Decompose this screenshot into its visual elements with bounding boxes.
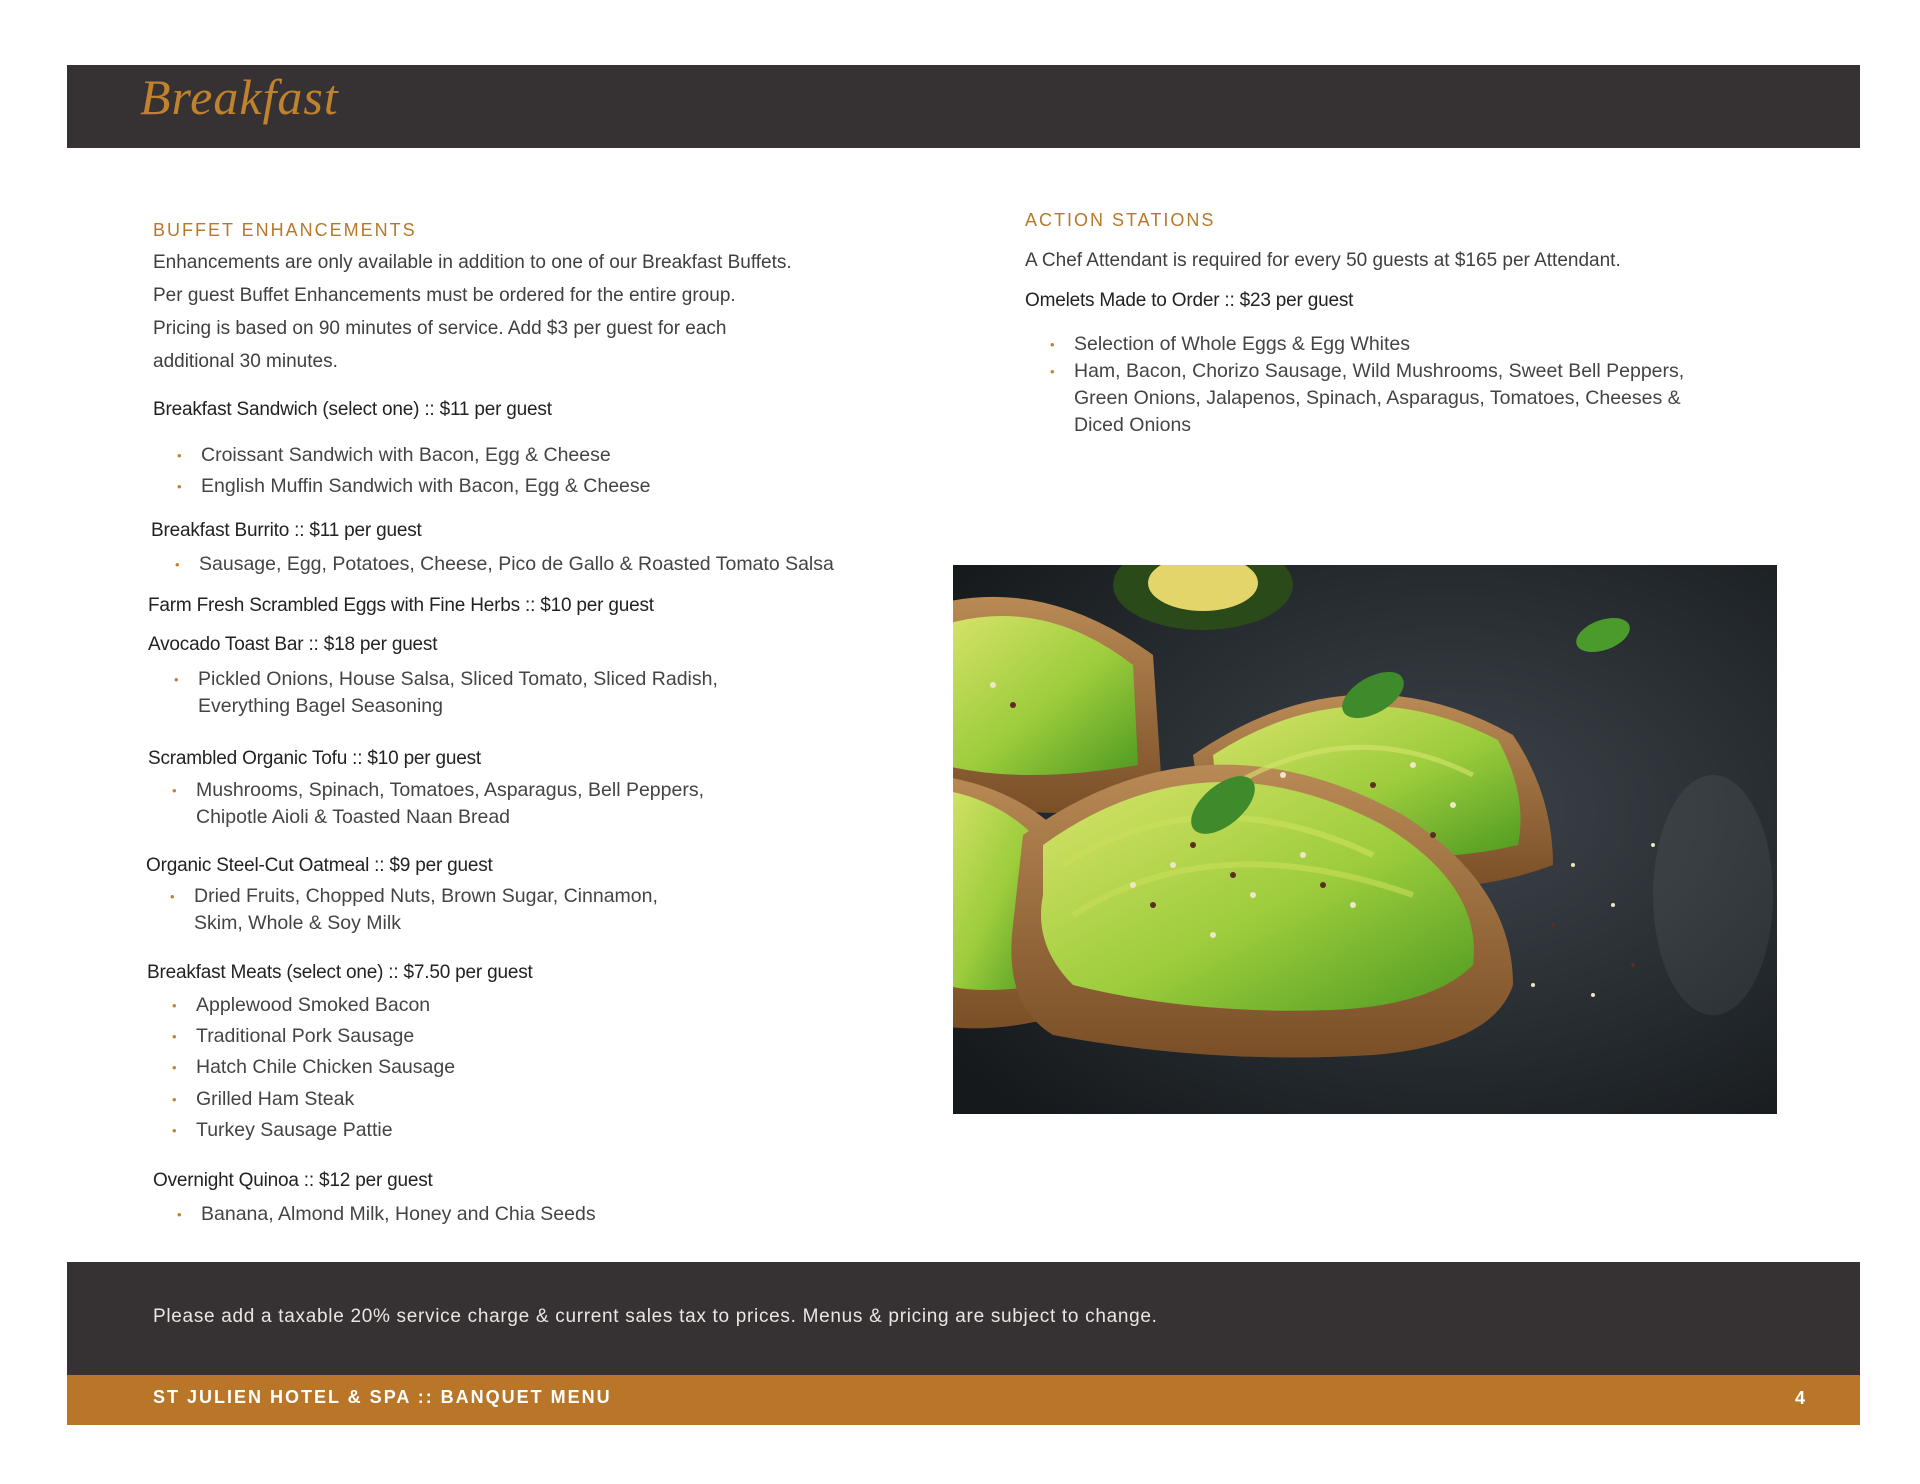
section-title-action-stations: ACTION STATIONS	[1025, 210, 1216, 230]
list-item-text: Green Onions, Jalapenos, Spinach, Asparagus, Tomatoes, Cheeses &	[1074, 387, 1681, 409]
bullet-list	[172, 990, 455, 1146]
intro-line: Per guest Buffet Enhancements must be ordered for the entire group.	[153, 285, 736, 306]
list-item: • Grilled Ham Steak	[172, 1084, 455, 1115]
bullet-list	[177, 1199, 596, 1230]
item-heading-scrambled-eggs: Farm Fresh Scrambled Eggs with Fine Herbs :: $10 per guest	[148, 595, 654, 616]
list-item-text: Chipotle Aioli & Toasted Naan Bread	[196, 806, 511, 828]
page-title: Breakfast	[140, 69, 339, 125]
item-heading-overnight-quinoa: Overnight Quinoa :: $12 per guest	[153, 1170, 433, 1191]
section-title-buffet-enhancements: BUFFET ENHANCEMENTS	[153, 220, 417, 240]
list-item-continuation	[174, 693, 718, 720]
list-item-continuation	[1050, 385, 1684, 412]
bullet-list	[172, 777, 704, 831]
brand-footer: ST JULIEN HOTEL & SPA :: BANQUET MENU	[153, 1387, 612, 1407]
list-item-text: Diced Onions	[1074, 414, 1192, 436]
intro-line: Pricing is based on 90 minutes of service. Add $3 per guest for each	[153, 318, 727, 339]
bullet-list	[174, 666, 718, 720]
list-item: • Applewood Smoked Bacon	[172, 990, 455, 1021]
list-item: • Ham, Bacon, Chorizo Sausage, Wild Mushrooms, Sweet Bell Peppers,	[1050, 358, 1684, 385]
intro-line: Enhancements are only available in addition to one of our Breakfast Buffets.	[153, 252, 792, 273]
bullet-list	[1050, 331, 1684, 439]
list-item: • Sausage, Egg, Potatoes, Cheese, Pico de Gallo & Roasted Tomato Salsa	[175, 549, 834, 580]
list-item: • Traditional Pork Sausage	[172, 1021, 455, 1052]
intro-line: additional 30 minutes.	[153, 351, 338, 372]
list-item-text: Everything Bagel Seasoning	[198, 695, 443, 717]
buffet-intro	[153, 246, 792, 378]
item-heading-breakfast-sandwich: Breakfast Sandwich (select one) :: $11 per guest	[153, 399, 552, 420]
avocado-toast-illustration	[953, 565, 1777, 1114]
page-number: 4	[1795, 1388, 1806, 1408]
list-item: • Selection of Whole Eggs & Egg Whites	[1050, 331, 1684, 358]
list-item-continuation	[170, 910, 658, 937]
item-heading-oatmeal: Organic Steel-Cut Oatmeal :: $9 per guest	[146, 855, 493, 876]
item-heading-breakfast-meats: Breakfast Meats (select one) :: $7.50 per guest	[147, 962, 533, 983]
list-item: • English Muffin Sandwich with Bacon, Egg & Cheese	[177, 471, 650, 502]
footer-note: Please add a taxable 20% service charge & current sales tax to prices. Menus & pricing are subject to change.	[153, 1306, 1158, 1327]
item-heading-breakfast-burrito: Breakfast Burrito :: $11 per guest	[151, 520, 422, 541]
list-item: • Croissant Sandwich with Bacon, Egg & Cheese	[177, 440, 650, 471]
item-heading-scrambled-tofu: Scrambled Organic Tofu :: $10 per guest	[148, 748, 481, 769]
list-item-continuation	[1050, 412, 1684, 439]
list-item: • Turkey Sausage Pattie	[172, 1115, 455, 1146]
bullet-list	[170, 883, 658, 937]
list-item: • Dried Fruits, Chopped Nuts, Brown Sugar, Cinnamon,	[170, 883, 658, 910]
bullet-list	[175, 549, 834, 580]
item-heading-avocado-toast-bar: Avocado Toast Bar :: $18 per guest	[148, 634, 438, 655]
bullet-list	[177, 440, 650, 502]
item-heading-omelets: Omelets Made to Order :: $23 per guest	[1025, 290, 1354, 311]
list-item: • Mushrooms, Spinach, Tomatoes, Asparagus, Bell Peppers,	[172, 777, 704, 804]
list-item-continuation	[172, 804, 704, 831]
avocado-toast-photo	[953, 565, 1777, 1114]
list-item-text: Skim, Whole & Soy Milk	[194, 912, 401, 934]
list-item: • Pickled Onions, House Salsa, Sliced Tomato, Sliced Radish,	[174, 666, 718, 693]
list-item: • Hatch Chile Chicken Sausage	[172, 1052, 455, 1083]
list-item: • Banana, Almond Milk, Honey and Chia Seeds	[177, 1199, 596, 1230]
action-stations-intro: A Chef Attendant is required for every 50 guests at $165 per Attendant.	[1025, 250, 1621, 271]
